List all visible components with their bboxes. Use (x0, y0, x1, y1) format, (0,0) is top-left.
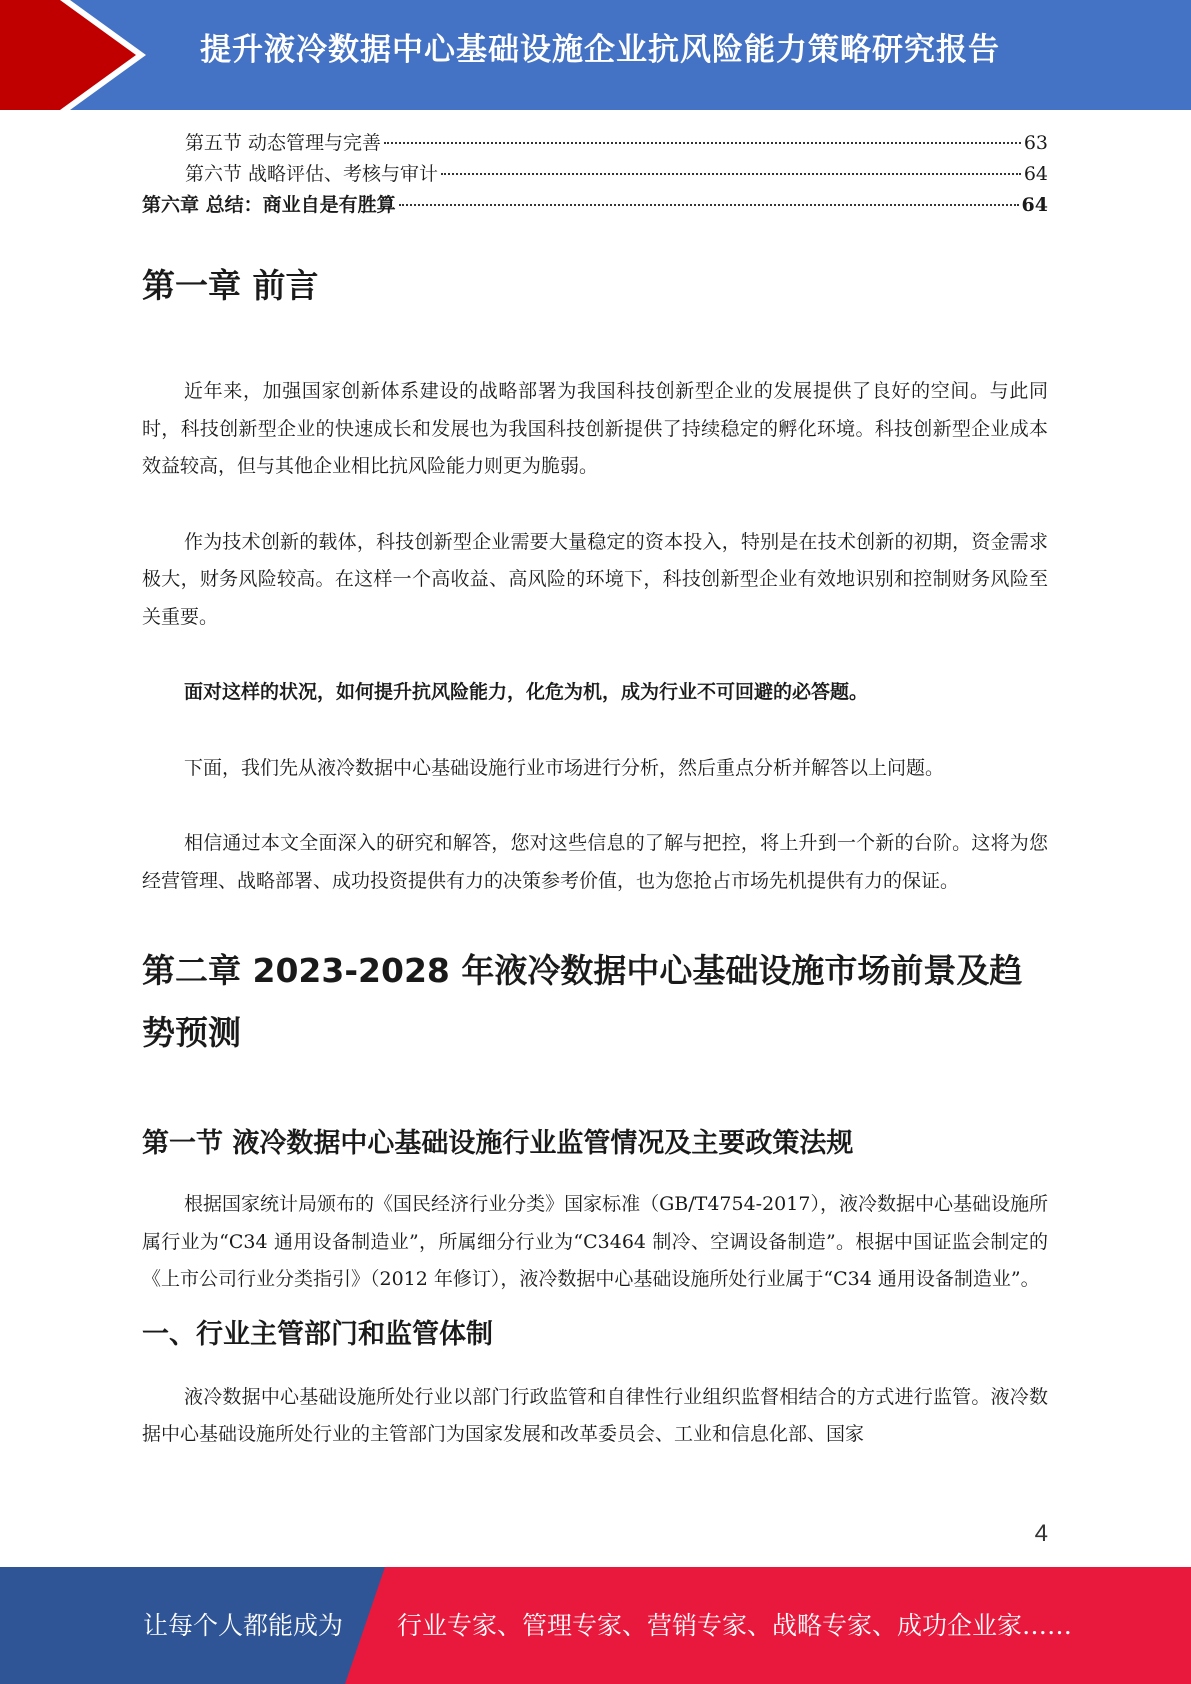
paragraph: 根据国家统计局颁布的《国民经济行业分类》国家标准（GB/T4754-2017），液冷数据中心基础设施所属行业为“C34 通用设备制造业”，所属细分行业为“C3464 制冷、空调设备制造”。根据中国证监会制定的《上市公司行业分类指引》（2012 年修订），液冷数据中心基础设施所处行业属于“C34 通用设备制造业”。 (142, 1193, 1048, 1290)
toc-entry-label: 第六章 总结：商业自是有胜算 (142, 194, 396, 216)
footer-slogan-right: 行业专家、管理专家、营销专家、战略专家、成功企业家…… (397, 1611, 1073, 1640)
toc-entry[interactable] (142, 190, 1048, 221)
key-question-paragraph: 面对这样的状况，如何提升抗风险能力，化危为机，成为行业不可回避的必答题。 (184, 681, 869, 703)
paragraph: 液冷数据中心基础设施所处行业以部门行政监管和自律性行业组织监督相结合的方式进行监管。液冷数据中心基础设施所处行业的主管部门为国家发展和改革委员会、工业和信息化部、国家 (142, 1385, 1048, 1445)
paragraph: 相信通过本文全面深入的研究和解答，您对这些信息的了解与把控，将上升到一个新的台阶。这将为您经营管理、战略部署、成功投资提供有力的决策参考价值，也为您抢占市场先机提供有力的保证。 (142, 832, 1048, 892)
page-header (0, 0, 1191, 110)
toc-entry-page: 64 (1021, 194, 1048, 216)
toc-entry-label: 第六节 战略评估、考核与审计 (185, 163, 439, 185)
table-of-contents (142, 128, 1048, 221)
toc-leader-dots (441, 173, 1021, 175)
section-1-heading: 第一节 液冷数据中心基础设施行业监管情况及主要政策法规 (142, 1128, 854, 1159)
chapter-2-heading: 第二章 2023-2028 年液冷数据中心基础设施市场前景及趋势预测 (142, 951, 1023, 1052)
toc-leader-dots (384, 142, 1021, 144)
toc-entry[interactable] (142, 128, 1048, 159)
toc-leader-dots (399, 204, 1019, 206)
paragraph: 下面，我们先从液冷数据中心基础设施行业市场进行分析，然后重点分析并解答以上问题。 (184, 756, 945, 779)
toc-entry[interactable] (142, 159, 1048, 190)
page-footer (0, 1567, 1191, 1684)
subsection-1-heading: 一、行业主管部门和监管体制 (142, 1318, 493, 1350)
paragraph: 作为技术创新的载体，科技创新型企业需要大量稳定的资本投入，特别是在技术创新的初期，资金需求极大，财务风险较高。在这样一个高收益、高风险的环境下，科技创新型企业有效地识别和控制财务风险至关重要。 (142, 530, 1048, 628)
header-arrow-decoration (0, 0, 160, 110)
page-number: 4 (1034, 1520, 1048, 1547)
toc-entry-page: 64 (1023, 163, 1048, 185)
document-body (142, 255, 1048, 1454)
toc-entry-page: 63 (1023, 132, 1048, 154)
chapter-1-heading: 第一章 前言 (142, 266, 319, 305)
toc-entry-label: 第五节 动态管理与完善 (185, 132, 382, 154)
paragraph: 近年来，加强国家创新体系建设的战略部署为我国科技创新型企业的发展提供了良好的空间。与此同时，科技创新型企业的快速成长和发展也为我国科技创新提供了持续稳定的孵化环境。科技创新型企业成本效益较高，但与其他企业相比抗风险能力则更为脆弱。 (142, 380, 1048, 477)
footer-slogan-left: 让每个人都能成为 (143, 1611, 344, 1640)
report-title: 提升液冷数据中心基础设施企业抗风险能力策略研究报告 (200, 32, 1000, 68)
